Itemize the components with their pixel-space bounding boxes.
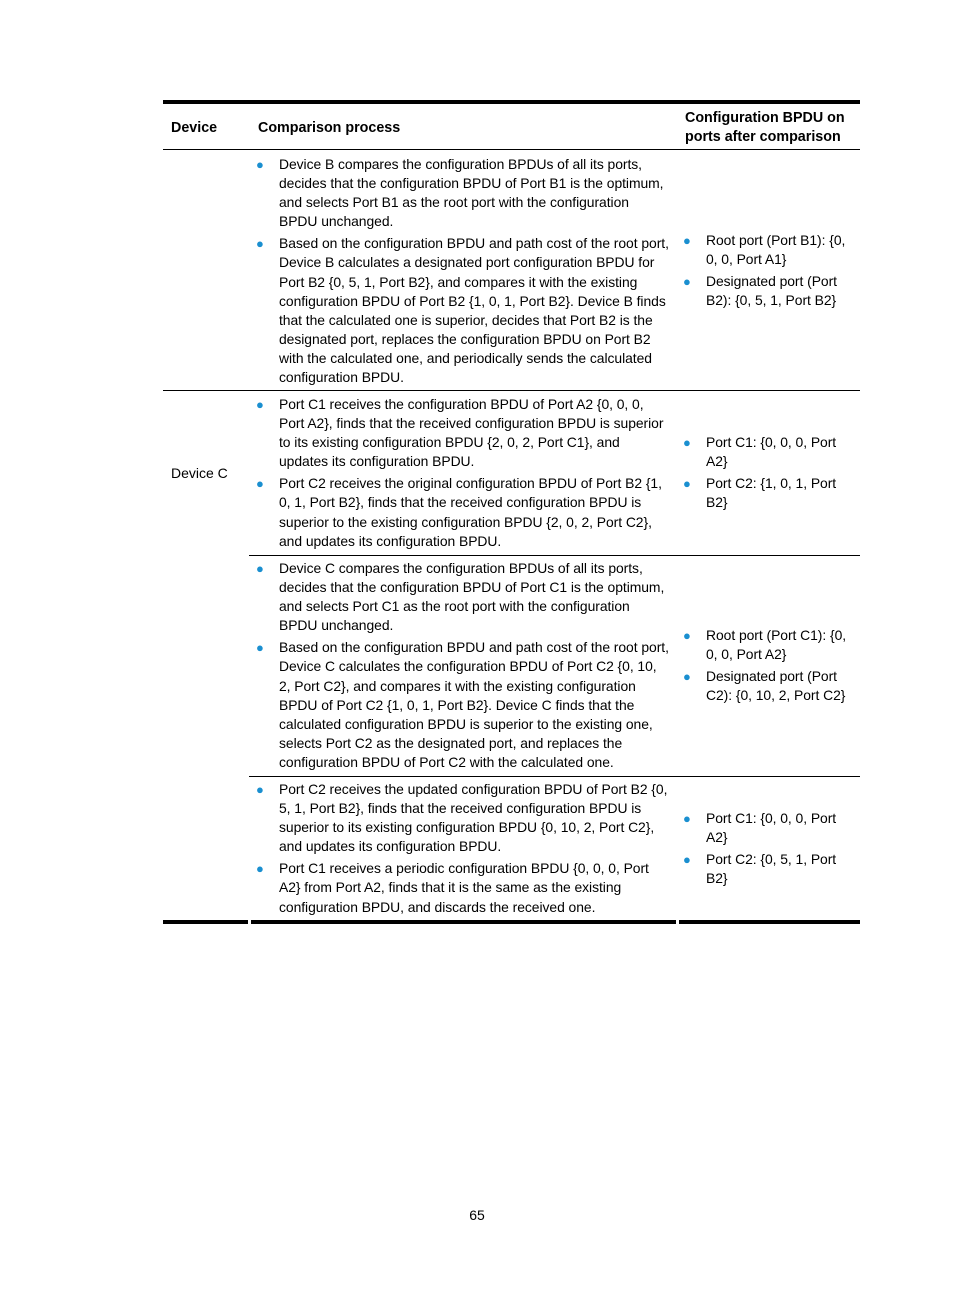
row4-result — [683, 809, 855, 891]
bullet-icon: ● — [256, 561, 264, 576]
bullet-icon: ● — [683, 669, 691, 685]
bullet-icon: ● — [683, 628, 691, 643]
list-item: ● Port C1 receives a periodic configuration BPDU {0, 0, 0, Port A2} from Port A2, finds that it is the same as the existing configuration BPDU, and discards the received one. — [256, 860, 649, 915]
bullet-icon: ● — [256, 397, 264, 412]
list-item: ● Port C1 receives the configuration BPDU of Port A2 {0, 0, 0, Port A2}, finds that the received configuration BPDU is superior to its existing configuration BPDU {2, 0, 2, Port C1}, and updates its configuration BPDU. — [256, 396, 664, 470]
row1-process — [256, 155, 670, 390]
row-divider — [249, 776, 860, 777]
list-item: ● Port C2: {0, 5, 1, Port B2} — [683, 851, 837, 887]
list-item: ● Designated port (Port C2): {0, 10, 2, Port C2} — [683, 668, 846, 704]
bullet-icon: ● — [683, 274, 691, 290]
bullet-icon: ● — [256, 157, 264, 172]
page-number: 65 — [469, 1207, 485, 1223]
list-item: ● Port C2 receives the original configuration BPDU of Port B2 {1, 0, 1, Port B2}, finds that the received configuration BPDU is superior to the existing configuration BPDU {2, 0, 2, Port C2}, and updates its configuration BPDU. — [256, 475, 662, 549]
bullet-icon: ● — [683, 476, 691, 492]
bullet-icon: ● — [683, 233, 691, 248]
bullet-icon: ● — [256, 476, 264, 492]
list-item: ● Root port (Port C1): {0, 0, 0, Port A2} — [683, 627, 847, 663]
list-item: ● Based on the configuration BPDU and path cost of the root port, Device B calculates a designated port configuration BPDU for Port B2 {0, 5, 1, Port B2}, and compares it with the existing configuration BPDU of Port B2 {1, 0, 1, Port B2}. Device B finds that the calculated one is superior, decides that Port B2 is the designated port, replaces the configuration BPDU on Port B2 with the calculated one, and periodically sends the calculated configuration BPDU. — [256, 235, 669, 386]
list-item: ● Port C2 receives the updated configuration BPDU of Port B2 {0, 5, 1, Port B2}, finds that the received configuration BPDU is superior to its existing configuration BPDU {0, 10, 2, Port C2}, and updates its configuration BPDU. — [256, 781, 668, 855]
list-item: ● Port C1: {0, 0, 0, Port A2} — [683, 810, 837, 846]
table-bottom-rule — [679, 920, 860, 924]
bullet-icon: ● — [683, 852, 691, 868]
list-item: ● Based on the configuration BPDU and path cost of the root port, Device C calculates the configuration BPDU of Port C2 {0, 10, 2, Port C2}, and compares it with the existing configuration BPDU of Port C2 {1, 0, 1, Port B2}. Device C finds that the calculated configuration BPDU is superior to the existing one, selects Port C2 as the designated port, and replaces the configuration BPDU of Port C2 with the calculated one. — [256, 639, 669, 770]
header-rule — [163, 149, 860, 150]
list-item: ● Port C1: {0, 0, 0, Port A2} — [683, 434, 837, 470]
bullet-icon: ● — [683, 435, 691, 450]
row3-result — [683, 626, 855, 708]
row3-process — [256, 559, 670, 775]
list-item: ● Root port (Port B1): {0, 0, 0, Port A1} — [683, 232, 846, 268]
header-device: Device — [171, 120, 218, 136]
list-item: ● Device C compares the configuration BPDUs of all its ports, decides that the configuration BPDU of Port C1 is the optimum, and selects Port C1 as the root port with the configuration BPDU unchanged. — [256, 560, 665, 634]
table-top-rule — [163, 100, 860, 104]
header-process: Comparison process — [258, 120, 401, 136]
row4-process — [256, 780, 670, 920]
bullet-icon: ● — [256, 861, 264, 877]
list-item: ● Designated port (Port B2): {0, 5, 1, Port B2} — [683, 273, 837, 309]
table-bottom-rule — [251, 920, 676, 924]
table-bottom-rule — [163, 920, 248, 924]
bullet-icon: ● — [256, 640, 264, 656]
list-item: ● Port C2: {1, 0, 1, Port B2} — [683, 475, 837, 511]
device-label: Device C — [171, 465, 228, 481]
list-item: ● Device B compares the configuration BPDUs of all its ports, decides that the configuration BPDU of Port B1 is the optimum, and selects Port B1 as the root port with the configuration BPDU unchanged. — [256, 156, 664, 230]
bullet-icon: ● — [256, 236, 264, 252]
row1-result — [683, 231, 855, 313]
row-divider — [163, 390, 860, 391]
bullet-icon: ● — [256, 782, 264, 797]
bullet-icon: ● — [683, 811, 691, 826]
header-result: Configuration BPDU on ports after comparison — [685, 110, 845, 145]
row-divider — [249, 555, 860, 556]
row2-process — [256, 395, 670, 554]
row2-result — [683, 433, 855, 515]
